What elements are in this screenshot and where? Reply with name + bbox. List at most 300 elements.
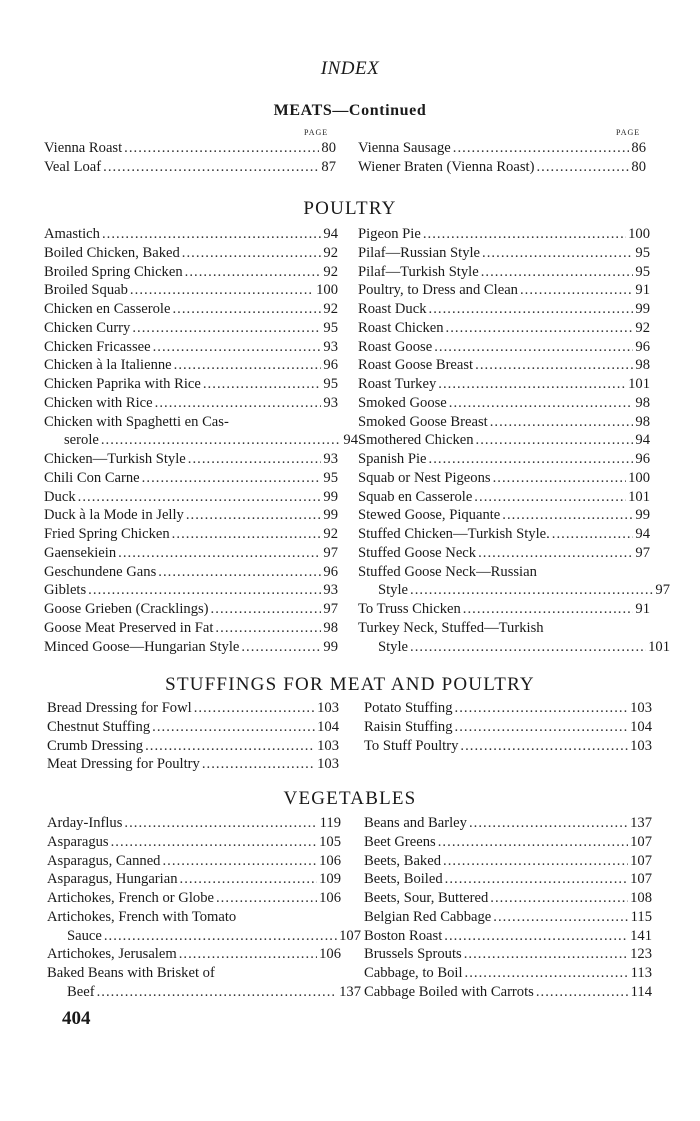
entry-title: Pilaf—Turkish Style: [358, 263, 479, 280]
index-entry: [358, 140, 646, 157]
index-entry: [44, 545, 338, 562]
entry-title: Smothered Chicken: [358, 432, 474, 449]
index-entry: [44, 564, 338, 581]
entry-page-number: 87: [321, 158, 336, 175]
entry-title: Artichokes, French with Tomato: [47, 908, 237, 925]
index-entry: [364, 719, 652, 736]
entry-title: Poultry, to Dress and Clean: [358, 282, 518, 299]
entry-page-number: 99: [323, 638, 338, 655]
entry-page-number: 119: [319, 815, 341, 831]
leader-dots: [423, 226, 626, 243]
leader-dots: [155, 395, 322, 412]
entry-page-number: 103: [630, 700, 652, 716]
leader-dots: [97, 984, 338, 1001]
entry-title: Squab or Nest Pigeons: [358, 469, 491, 486]
entry-title: Vienna Roast: [44, 140, 123, 156]
entry-page-number: 91: [635, 282, 650, 299]
entry-page-number: 107: [630, 852, 652, 869]
leader-dots: [172, 526, 322, 543]
leader-dots: [124, 815, 317, 832]
index-entry: [364, 871, 652, 888]
leader-dots: [465, 965, 629, 982]
index-entry: [47, 738, 339, 755]
leader-dots: [464, 946, 628, 963]
entry-page-number: 137: [630, 815, 652, 831]
index-entry: [44, 489, 338, 506]
entry-title: Asparagus, Canned: [47, 852, 161, 869]
entry-title: Pigeon Pie: [358, 226, 421, 242]
entry-title: Beef: [67, 983, 95, 1000]
entry-title: Beets, Baked: [364, 852, 442, 869]
leader-dots: [130, 282, 314, 299]
index-entry: [358, 395, 650, 412]
index-entry: [358, 507, 650, 524]
leader-dots: [203, 376, 322, 393]
entry-page-number: 107: [630, 833, 652, 850]
leader-dots: [453, 140, 630, 157]
entry-title: Broiled Squab: [44, 282, 128, 299]
index-entry: [47, 928, 361, 945]
section-title: MEATS—Continued: [273, 102, 427, 119]
leader-dots: [443, 853, 628, 870]
leader-dots: [216, 890, 317, 907]
section-meats-heading: [0, 102, 700, 120]
entry-page-number: 95: [635, 244, 650, 261]
entry-page-number: 92: [323, 263, 338, 280]
leader-dots: [188, 451, 322, 468]
entry-page-number: 123: [630, 946, 652, 963]
entry-page-number: 97: [323, 544, 338, 561]
index-entry: [358, 320, 650, 337]
entry-page-number: 114: [630, 983, 652, 1000]
index-entry: [364, 928, 652, 945]
entry-page-number: 99: [635, 301, 650, 317]
entry-title: Chicken en Casserole: [44, 301, 171, 317]
entry-title: Geschundene Gans: [44, 563, 157, 580]
index-entry: [47, 700, 339, 717]
index-entry: [44, 639, 338, 656]
entry-page-number: 96: [635, 338, 650, 355]
entry-page-number: 98: [635, 413, 650, 430]
entry-page-number: 93: [323, 394, 338, 411]
entry-title: Meat Dressing for Poultry: [47, 756, 200, 773]
entry-page-number: 99: [323, 507, 338, 524]
leader-dots: [410, 639, 646, 656]
entry-title: Boston Roast: [364, 927, 443, 944]
index-entry: [364, 700, 652, 717]
entry-title: Raisin Stuffing: [364, 718, 453, 735]
entry-page-number: 80: [631, 158, 646, 175]
entry-title: Bread Dressing for Fowl: [47, 700, 192, 716]
index-entry: [44, 264, 338, 281]
section-poultry-heading: [0, 198, 700, 220]
leader-dots: [438, 376, 626, 393]
entry-title: Stuffed Chicken—Turkish Style.: [358, 526, 550, 542]
leader-dots: [463, 601, 634, 618]
entry-page-number: 106: [319, 890, 341, 906]
index-entry: [47, 815, 341, 832]
index-entry: [364, 738, 652, 755]
entry-title: Chicken à la Italienne: [44, 357, 172, 374]
entry-page-number: 103: [630, 737, 652, 754]
entry-title: Roast Goose: [358, 338, 433, 355]
index-entry: [358, 601, 650, 618]
leader-dots: [185, 264, 322, 281]
entry-title: Giblets: [44, 582, 87, 599]
entry-title: Cabbage, to Boil: [364, 965, 463, 981]
entry-page-number: 104: [630, 718, 652, 735]
index-entry: [44, 320, 338, 337]
leader-dots: [502, 507, 633, 524]
entry-title: Turkey Neck, Stuffed—Turkish: [358, 619, 544, 636]
entry-title: Style: [378, 638, 408, 655]
index-entry: [44, 526, 338, 543]
entry-title: Boiled Chicken, Baked: [44, 244, 180, 261]
entry-title: Chicken with Rice: [44, 394, 153, 411]
index-entry: [44, 601, 338, 618]
leader-dots: [481, 264, 634, 281]
section-vegetables-heading: [0, 788, 700, 810]
entry-page-number: 92: [323, 301, 338, 317]
index-entry: [358, 264, 650, 281]
entry-title: Smoked Goose Breast: [358, 413, 488, 430]
index-entry: [47, 871, 341, 888]
index-entry: [358, 376, 650, 393]
index-entry: [364, 946, 652, 963]
leader-dots: [101, 432, 342, 449]
leader-dots: [102, 226, 321, 243]
entry-title: Chicken Paprika with Rice: [44, 376, 201, 392]
entry-page-number: 100: [316, 282, 338, 299]
leader-dots: [152, 719, 315, 736]
entry-title: Crumb Dressing: [47, 737, 144, 754]
entry-page-number: 96: [323, 563, 338, 580]
entry-page-number: 98: [323, 619, 338, 636]
leader-dots: [103, 159, 319, 176]
entry-title: serole: [64, 432, 99, 449]
index-entry: [44, 620, 338, 637]
entry-page-number: 93: [323, 582, 338, 599]
entry-page-number: 103: [317, 756, 339, 773]
index-entry: [358, 526, 650, 543]
leader-dots: [142, 470, 322, 487]
leader-dots: [186, 507, 322, 524]
index-entry: [364, 815, 652, 832]
leader-dots: [194, 700, 315, 717]
entry-title: Chicken with Spaghetti en Cas-: [44, 413, 229, 430]
section-title: POULTRY: [303, 198, 397, 219]
leader-dots: [174, 357, 322, 374]
entry-title: Chestnut Stuffing: [47, 718, 151, 735]
entry-title: Brussels Sprouts: [364, 946, 462, 963]
index-entry: [358, 245, 650, 262]
index-entry: [44, 395, 338, 412]
entry-title: Stewed Goose, Piquante: [358, 507, 501, 524]
entry-page-number: 103: [317, 737, 339, 754]
page-number: 404: [62, 1008, 91, 1029]
entry-page-number: 95: [635, 263, 650, 280]
leader-dots: [182, 245, 322, 262]
entry-title: Asparagus: [47, 833, 109, 850]
entry-title: Style: [378, 582, 408, 599]
index-entry: [44, 507, 338, 524]
entry-title: Vienna Sausage: [358, 140, 451, 156]
entry-title: Beet Greens: [364, 833, 436, 850]
leader-dots: [460, 738, 628, 755]
entry-title: Wiener Braten (Vienna Roast): [358, 158, 535, 175]
entry-page-number: 97: [635, 544, 650, 561]
entry-title: Potato Stuffing: [364, 700, 453, 716]
entry-title: Smoked Goose: [358, 394, 447, 411]
entry-title: Artichokes, Jerusalem: [47, 946, 177, 963]
leader-dots: [520, 282, 633, 299]
index-entry: [47, 890, 341, 907]
index-entry: [47, 756, 339, 773]
entry-title: Beans and Barley: [364, 815, 467, 831]
index-entry: [47, 834, 341, 851]
leader-dots: [536, 984, 629, 1001]
index-entry: [44, 414, 338, 431]
leader-dots: [202, 756, 315, 773]
entry-page-number: 108: [630, 890, 652, 906]
entry-title: Spanish Pie: [358, 451, 427, 467]
leader-dots: [490, 890, 628, 907]
entry-page-number: 99: [323, 488, 338, 505]
index-entry: [358, 432, 650, 449]
entry-page-number: 93: [323, 338, 338, 355]
leader-dots: [88, 582, 321, 599]
entry-title: Baked Beans with Brisket of: [47, 965, 215, 981]
index-entry: [358, 545, 650, 562]
leader-dots: [158, 564, 321, 581]
entry-title: Amastich: [44, 226, 100, 242]
entry-page-number: 103: [317, 700, 339, 716]
entry-page-number: 113: [630, 965, 652, 981]
index-entry: [358, 451, 650, 468]
entry-title: Goose Meat Preserved in Fat: [44, 619, 214, 636]
index-entry: [44, 301, 338, 318]
leader-dots: [104, 928, 337, 945]
leader-dots: [429, 451, 634, 468]
index-entry: [44, 582, 338, 599]
index-entry: [47, 946, 341, 963]
entry-page-number: 106: [319, 852, 341, 869]
index-entry: [47, 853, 341, 870]
index-entry: [358, 489, 650, 506]
leader-dots: [172, 301, 321, 318]
entry-title: Roast Turkey: [358, 376, 437, 392]
entry-page-number: 141: [630, 927, 652, 944]
entry-title: Artichokes, French or Globe: [47, 890, 214, 906]
section-stuffings-heading: [0, 674, 700, 696]
entry-page-number: 101: [648, 638, 670, 655]
entry-page-number: 92: [323, 526, 338, 542]
index-entry: [47, 965, 341, 982]
index-entry: [364, 834, 652, 851]
entry-page-number: 109: [319, 871, 341, 888]
leader-dots: [493, 470, 627, 487]
entry-page-number: 94: [635, 432, 650, 449]
leader-dots: [455, 700, 629, 717]
entry-title: Broiled Spring Chicken: [44, 263, 183, 280]
entry-title: Gaensekiein: [44, 544, 117, 561]
entry-page-number: 95: [323, 469, 338, 486]
index-entry: [358, 470, 650, 487]
index-entry: [364, 853, 652, 870]
leader-dots: [475, 357, 633, 374]
index-entry: [44, 357, 338, 374]
entry-title: Stuffed Goose Neck—Russian: [358, 563, 537, 580]
leader-dots: [180, 871, 318, 888]
index-entry: [44, 451, 338, 468]
leader-dots: [474, 489, 626, 506]
entry-title: Fried Spring Chicken: [44, 526, 170, 542]
page-column-label: PAGE: [304, 128, 329, 137]
index-entry: [47, 984, 361, 1001]
leader-dots: [145, 738, 315, 755]
entry-title: Stuffed Goose Neck: [358, 544, 477, 561]
entry-page-number: 100: [628, 226, 650, 242]
leader-dots: [179, 946, 317, 963]
entry-page-number: 93: [323, 451, 338, 467]
index-entry: [44, 282, 338, 299]
entry-title: Belgian Red Cabbage: [364, 908, 492, 925]
entry-page-number: 99: [635, 507, 650, 524]
leader-dots: [476, 432, 634, 449]
entry-page-number: 105: [319, 833, 341, 850]
index-entry: [358, 639, 670, 656]
leader-dots: [478, 545, 633, 562]
leader-dots: [132, 320, 321, 337]
leader-dots: [552, 526, 634, 543]
entry-page-number: 107: [339, 927, 361, 944]
entry-title: Beets, Boiled: [364, 871, 443, 888]
leader-dots: [162, 853, 317, 870]
leader-dots: [118, 545, 321, 562]
entry-page-number: 86: [631, 140, 646, 156]
entry-title: Goose Grieben (Cracklings): [44, 601, 209, 617]
index-entry: [358, 339, 650, 356]
index-entry: [358, 159, 646, 176]
leader-dots: [78, 489, 322, 506]
entry-title: Duck: [44, 488, 76, 505]
entry-page-number: 101: [628, 376, 650, 392]
leader-dots: [482, 245, 633, 262]
index-entry: [358, 620, 650, 637]
entry-title: Chicken Fricassee: [44, 338, 151, 355]
index-entry: [358, 357, 650, 374]
leader-dots: [536, 159, 629, 176]
entry-page-number: 80: [321, 140, 336, 156]
index-entry: [44, 339, 338, 356]
leader-dots: [410, 582, 653, 599]
section-title: STUFFINGS FOR MEAT AND POULTRY: [165, 674, 535, 695]
entry-page-number: 106: [319, 946, 341, 963]
entry-page-number: 101: [628, 488, 650, 505]
leader-dots: [429, 301, 634, 318]
leader-dots: [469, 815, 628, 832]
entry-title: Veal Loaf: [44, 158, 102, 175]
index-entry: [364, 890, 652, 907]
index-entry: [44, 470, 338, 487]
entry-page-number: 94: [343, 432, 358, 449]
entry-title: Roast Goose Breast: [358, 357, 474, 374]
entry-page-number: 95: [323, 376, 338, 392]
entry-title: Sauce: [67, 927, 102, 944]
entry-title: Chicken—Turkish Style: [44, 451, 186, 467]
leader-dots: [449, 395, 634, 412]
entry-page-number: 96: [635, 451, 650, 467]
leader-dots: [446, 320, 634, 337]
entry-title: Chili Con Carne: [44, 469, 140, 486]
entry-page-number: 137: [339, 983, 361, 1000]
entry-page-number: 98: [635, 394, 650, 411]
entry-title: Roast Duck: [358, 301, 427, 317]
entry-page-number: 95: [323, 319, 338, 336]
entry-page-number: 98: [635, 357, 650, 374]
running-head: INDEX: [320, 58, 380, 79]
entry-title: Chicken Curry: [44, 319, 131, 336]
index-entry: [358, 564, 650, 581]
entry-title: To Stuff Poultry: [364, 737, 459, 754]
entry-title: Cabbage Boiled with Carrots: [364, 983, 534, 1000]
entry-title: Roast Chicken: [358, 319, 444, 336]
entry-page-number: 92: [323, 244, 338, 261]
index-entry: [44, 159, 336, 176]
index-entry: [44, 226, 338, 243]
leader-dots: [111, 834, 318, 851]
index-entry: [47, 909, 341, 926]
index-entry: [358, 301, 650, 318]
entry-page-number: 97: [323, 601, 338, 617]
leader-dots: [493, 909, 628, 926]
section-title: VEGETABLES: [283, 788, 417, 809]
entry-page-number: 100: [628, 469, 650, 486]
index-entry: [44, 432, 358, 449]
entry-title: Arday-Influs: [47, 815, 123, 831]
index-entry: [44, 376, 338, 393]
entry-title: Minced Goose—Hungarian Style: [44, 638, 240, 655]
entry-page-number: 96: [323, 357, 338, 374]
index-entry: [44, 140, 336, 157]
entry-title: Asparagus, Hungarian: [47, 871, 178, 888]
entry-page-number: 107: [630, 871, 652, 888]
leader-dots: [211, 601, 322, 618]
entry-page-number: 97: [655, 582, 670, 599]
index-entry: [47, 719, 339, 736]
entry-page-number: 92: [635, 319, 650, 336]
index-entry: [364, 984, 652, 1001]
index-entry: [358, 414, 650, 431]
index-entry: [358, 582, 670, 599]
entry-title: Duck à la Mode in Jelly: [44, 507, 184, 524]
entry-page-number: 94: [323, 226, 338, 242]
leader-dots: [124, 140, 319, 157]
entry-page-number: 94: [635, 526, 650, 542]
page-column-label: PAGE: [616, 128, 641, 137]
leader-dots: [445, 871, 628, 888]
entry-page-number: 104: [317, 718, 339, 735]
leader-dots: [434, 339, 633, 356]
entry-title: Beets, Sour, Buttered: [364, 890, 489, 906]
entry-page-number: 91: [635, 601, 650, 617]
index-entry: [364, 965, 652, 982]
index-entry: [364, 909, 652, 926]
leader-dots: [490, 414, 634, 431]
index-entry: [44, 245, 338, 262]
entry-title: Squab en Casserole: [358, 488, 473, 505]
entry-page-number: 115: [630, 908, 652, 925]
